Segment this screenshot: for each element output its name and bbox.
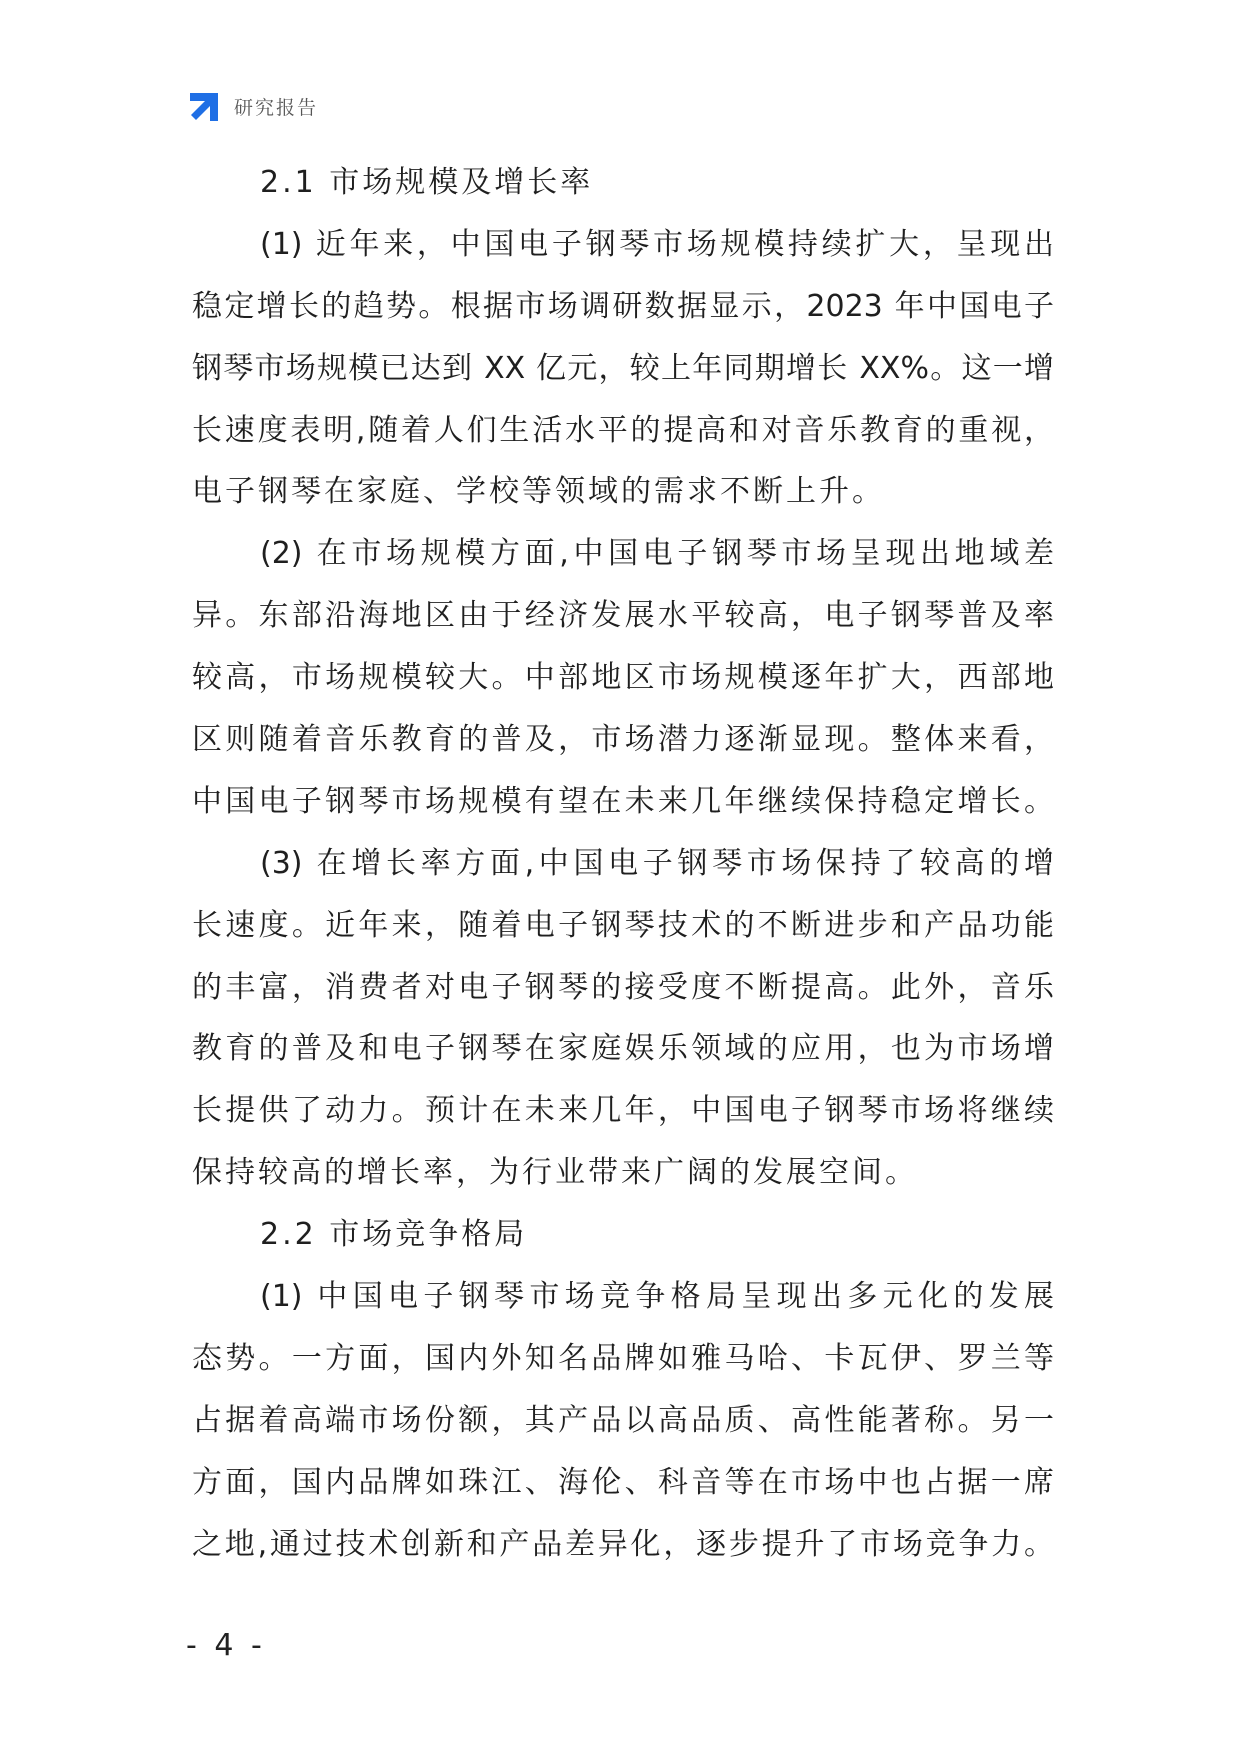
paragraph-line: 区则随着音乐教育的普及，市场潜力逐渐显现。整体来看， (192, 722, 1054, 758)
paragraph-line: 的丰富，消费者对电子钢琴的接受度不断提高。此外，音乐 (192, 969, 1054, 1005)
paragraph-line: 较高，市场规模较大。中部地区市场规模逐年扩大，西部地 (192, 660, 1054, 696)
paragraph-line: 电子钢琴在家庭、学校等领域的需求不断上升。 (192, 474, 885, 510)
document-body (192, 152, 1054, 1575)
paragraph-line: 钢琴市场规模已达到 XX 亿元，较上年同期增长 XX%。这一增 (192, 350, 1054, 386)
paragraph-line: (1) 近年来，中国电子钢琴市场规模持续扩大，呈现出 (260, 226, 1054, 262)
paragraph-line: 中国电子钢琴市场规模有望在未来几年继续保持稳定增长。 (192, 783, 1054, 819)
paragraph-line: (3) 在增长率方面,中国电子钢琴市场保持了较高的增 (260, 845, 1054, 881)
paragraph-line: 长速度表明,随着人们生活水平的提高和对音乐教育的重视， (192, 412, 1054, 448)
page-header (188, 88, 318, 124)
paragraph-line: 之地,通过技术创新和产品差异化，逐步提升了市场竞争力。 (192, 1526, 1054, 1562)
paragraph-line: 态势。一方面，国内外知名品牌如雅马哈、卡瓦伊、罗兰等 (192, 1340, 1054, 1376)
paragraph-line: (1) 中国电子钢琴市场竞争格局呈现出多元化的发展 (260, 1279, 1054, 1315)
paragraph-line: 长速度。近年来，随着电子钢琴技术的不断进步和产品功能 (192, 907, 1054, 943)
section-heading: 2.1 市场规模及增长率 (260, 165, 594, 200)
page-number: - 4 - (186, 1628, 266, 1663)
paragraph-line: 占据着高端市场份额，其产品以高品质、高性能著称。另一 (192, 1402, 1054, 1438)
paragraph-line: 稳定增长的趋势。根据市场调研数据显示，2023 年中国电子 (192, 288, 1054, 324)
paragraph-line: 保持较高的增长率，为行业带来广阔的发展空间。 (192, 1155, 918, 1191)
paragraph-line: 异。东部沿海地区由于经济发展水平较高，电子钢琴普及率 (192, 598, 1054, 634)
paragraph-line: (2) 在市场规模方面,中国电子钢琴市场呈现出地域差 (260, 536, 1054, 572)
header-label: 研究报告 (234, 96, 319, 119)
paragraph-line: 长提供了动力。预计在未来几年，中国电子钢琴市场将继续 (192, 1093, 1054, 1129)
section-heading: 2.2 市场竞争格局 (260, 1217, 528, 1253)
paragraph-line: 方面，国内品牌如珠江、海伦、科音等在市场中也占据一席 (192, 1464, 1054, 1500)
arrow-logo-icon (188, 89, 222, 123)
paragraph-line: 教育的普及和电子钢琴在家庭娱乐领域的应用，也为市场增 (192, 1031, 1054, 1067)
